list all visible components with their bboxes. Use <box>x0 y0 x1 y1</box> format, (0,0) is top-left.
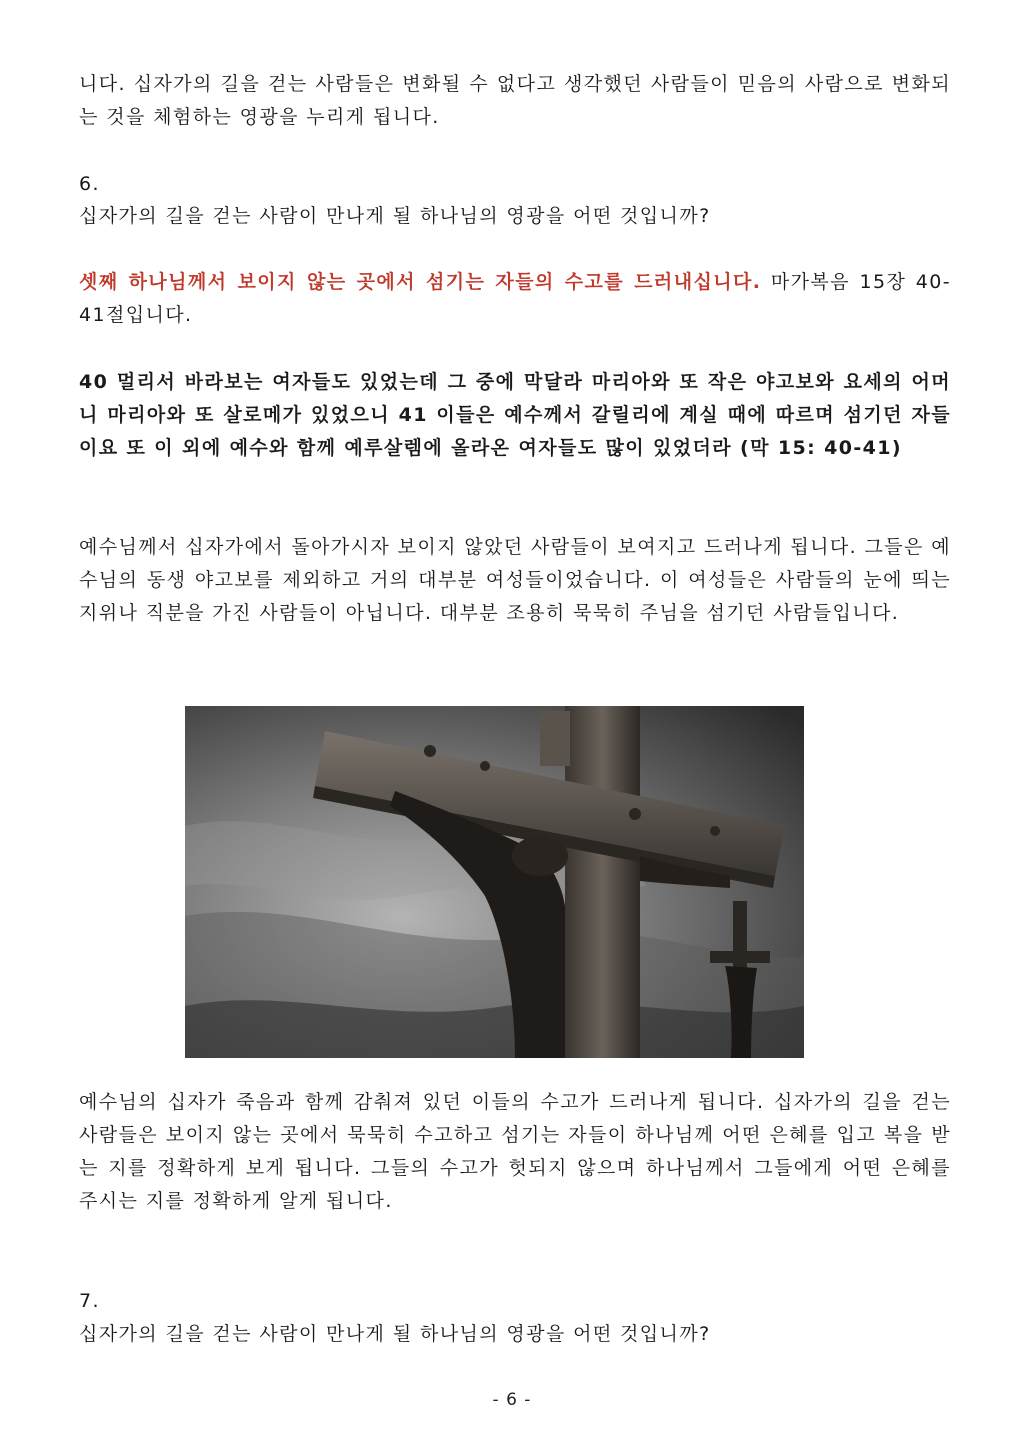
section-number-6: 6. <box>79 173 100 195</box>
page-number: - 6 - <box>492 1390 532 1410</box>
section-7-question: 십자가의 길을 걷는 사람이 만나게 될 하나님의 영광을 어떤 것입니까? <box>79 1323 711 1345</box>
section-number-7: 7. <box>79 1290 100 1312</box>
section-6-question: 십자가의 길을 걷는 사람이 만나게 될 하나님의 영광을 어떤 것입니까? <box>79 205 711 227</box>
emphasis-sentence: 셋째 하나님께서 보이지 않는 곳에서 섬기는 자들의 수고를 드러내십니다. <box>79 271 762 293</box>
continued-paragraph: 니다. 십자가의 길을 걷는 사람들은 변화될 수 없다고 생각했던 사람들이 믿음의 사람으로 변화되는 것을 체험하는 영광을 누리게 됩니다. <box>79 73 951 128</box>
section-6-point <box>79 266 951 332</box>
body-paragraph-2: 예수님의 십자가 죽음과 함께 감춰져 있던 이들의 수고가 드러나게 됩니다. 십자가의 길을 걷는 사람들은 보이지 않는 곳에서 묵묵히 수고하고 섬기는 자들이 하나님께 어떤 은혜를 입고 복을 받는 지를 정확하게 보게 됩니다. 그들의 수고가 헛되지 않으며 하나님께서 그들에게 어떤 은혜를 주시는 지를 정확하게 알게 됩니다. <box>79 1091 951 1212</box>
scripture-reference: 마가복음 15장 40-41절입니다. <box>79 271 951 326</box>
crucifixion-photo <box>185 706 804 1058</box>
body-paragraph-1: 예수님께서 십자가에서 돌아가시자 보이지 않았던 사람들이 보여지고 드러나게 됩니다. 그들은 예수님의 동생 야고보를 제외하고 거의 대부분 여성들이었습니다. 이 여성들은 사람들의 눈에 띄는 지위나 직분을 가진 사람들이 아닙니다. 대부분 조용히 묵묵히 주님을 섬기던 사람들입니다. <box>79 536 951 624</box>
scripture-quote: 40 멀리서 바라보는 여자들도 있었는데 그 중에 막달라 마리아와 또 작은 야고보와 요세의 어머니 마리아와 또 살로메가 있었으니 41 이들은 예수께서 갈릴리에 계실 때에 따르며 섬기던 자들이요 또 이 외에 예수와 함께 예루살렘에 올라온 여자들도 많이 있었더라 (막 15: 40-41) <box>79 371 951 459</box>
